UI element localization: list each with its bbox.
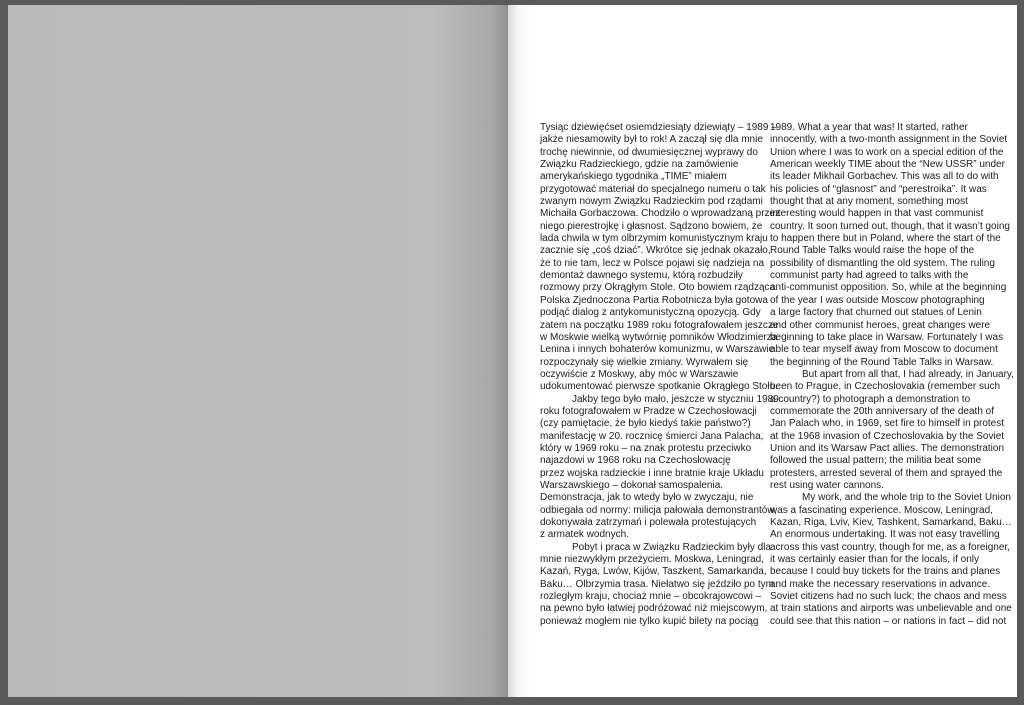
text-line: its leader Mikhail Gorbachev. This was all to do with xyxy=(770,171,999,183)
text-line: because I could buy tickets for the trains and planes xyxy=(770,566,1001,578)
text-line: been to Prague, in Czechoslovakia (remember such xyxy=(770,381,1001,393)
text-line: zacznie się „coś dziać”. Wkrótce się jednak okazało, xyxy=(540,245,771,257)
text-line: najazdowi w 1968 roku na Czechosłowację xyxy=(540,455,731,467)
text-line: and make the necessary reservations in advance. xyxy=(770,578,991,590)
text-line: że to nie tam, lecz w Polsce pojawi się nadzieja na xyxy=(540,257,765,269)
text-line: Round Table Talks would raise the hope of the xyxy=(770,245,975,257)
text-line: at the 1968 invasion of Czechoslovakia by the Soviet xyxy=(770,430,1005,442)
text-line: could see that this nation – or nations in fact – did not xyxy=(770,615,1007,627)
text-line: American weekly TIME about the “New USSR” under xyxy=(770,159,1005,171)
text-line: jakże niesamowity był to rok! A zaczął się dla mnie xyxy=(540,134,763,146)
text-line: udokumentować pierwsze spotkanie Okrągłego Stołu. xyxy=(540,381,778,393)
text-line: at train stations and airports was unbelievable and one xyxy=(770,603,1012,615)
text-line: of the year I was outside Moscow photographing xyxy=(770,294,985,306)
text-line: rozległym kraju, chociaż mnie – obcokrajowcowi – xyxy=(540,591,762,603)
text-line: Jan Palach who, in 1969, set fire to himself in protest xyxy=(770,418,1005,430)
text-line: the beginning of the Round Table Talks in Warsaw. xyxy=(770,356,994,368)
text-line: An enormous undertaking. It was not easy travelling xyxy=(770,529,1000,541)
text-line: My work, and the whole trip to the Soviet Union xyxy=(802,492,1011,504)
text-line: manifestację w 20. rocznicę śmierci Jana Palacha, xyxy=(540,430,764,442)
text-line: innocently, with a two-month assignment in the Soviet xyxy=(770,134,1008,146)
text-line: Polska Zjednoczona Partia Robotnicza była gotowa xyxy=(540,294,768,306)
text-line: oczywiście z Moskwy, aby móc w Warszawie xyxy=(540,368,739,380)
text-line: Union and its Warsaw Pact allies. The demonstration xyxy=(770,442,1004,454)
text-line: mnie niezwykłym przeżyciem. Moskwa, Leningrad, xyxy=(540,554,764,566)
text-line: odbiegała od normy: milicja pałowała demonstrantów, xyxy=(540,504,777,516)
english-text-column xyxy=(770,122,1014,628)
text-line: przez wojska radzieckie i inne bratnie kraje Układu xyxy=(540,467,764,479)
text-line: But apart from all that, I had already, in January, xyxy=(802,368,1014,380)
text-line: Soviet citizens had no such luck; the chaos and mess xyxy=(770,591,1007,603)
text-line: interesting would happen in that vast communist xyxy=(770,208,984,220)
text-line: Demonstracja, jak to wtedy było w zwyczaju, nie xyxy=(540,492,754,504)
text-line: w Moskwie wielką wytwórnię pomników Włodzimierza xyxy=(540,331,778,343)
text-line: na pewno było łatwiej podróżować niż miejscowym, xyxy=(540,603,768,615)
text-line: ponieważ mogłem nie tylko kupić bilety na pociąg xyxy=(540,615,759,627)
text-line: able to tear myself away from Moscow to document xyxy=(770,344,998,356)
text-line: Tysiąc dziewięćset osiemdziesiąty dziewiąty – 1989 – xyxy=(540,122,777,133)
text-line: country. It soon turned out, though, that it wasn’t going xyxy=(770,220,1010,232)
text-line: trochę niewinnie, od dwumiesięcznej wyprawy do xyxy=(540,146,758,158)
text-line: commemorate the 20th anniversary of the death of xyxy=(770,405,995,417)
text-line: Lenina i innych bohaterów komunizmu, w Warszawie xyxy=(540,344,775,356)
text-line: rest using water cannons. xyxy=(770,479,884,491)
text-line: dokonywała zatrzymań i polewała protestujących xyxy=(540,517,757,528)
text-line: demontaż dawnego systemu, którą rozbudziły xyxy=(540,270,743,282)
text-line: anti-communist opposition. So, while at the beginning xyxy=(770,282,1007,294)
text-line: amerykańskiego tygodnika „TIME” miałem xyxy=(540,171,727,183)
text-line: across this vast country, though for me, as a foreigner, xyxy=(770,541,1010,553)
text-line: Pobyt i praca w Związku Radzieckim były dla xyxy=(572,541,771,553)
text-line: zatem na początku 1989 roku fotografowałem jeszcze xyxy=(540,319,779,331)
text-line: to happen there but in Poland, where the start of the xyxy=(770,233,1001,245)
text-line: communist party had agreed to talks with the xyxy=(770,270,969,282)
text-line: Kazan, Riga, Lviv, Kiev, Tashkent, Samarkand, Baku… xyxy=(770,517,1012,528)
text-line: protesters, arrested several of them and sprayed the xyxy=(770,467,1003,479)
text-line: a large factory that churned out statues of Lenin xyxy=(770,307,982,319)
text-line: który w 1969 roku – na znak protestu przeciwko xyxy=(540,442,752,454)
text-line: rozmowy przy Okrągłym Stole. Oto bowiem rządząca xyxy=(540,282,776,294)
text-line: zwanym nowym Związku Radzieckim pod rządami xyxy=(540,196,763,208)
text-line: lada chwila w tym olbrzymim komunistycznym kraju xyxy=(540,233,768,245)
text-line: Union where I was to work on a special edition of the xyxy=(770,146,1004,158)
text-line: rozpoczynały się wielkie zmiany. Wyrwałem się xyxy=(540,356,749,368)
text-line: Warszawskiego – dokonał samospalenia. xyxy=(540,479,724,491)
text-line: Związku Radzieckiego, gdzie na zamówienie xyxy=(540,159,739,171)
left-page-blank xyxy=(8,5,508,697)
text-line: 1989. What a year that was! It started, rather xyxy=(770,122,968,133)
text-line: a country?) to photograph a demonstration to xyxy=(770,393,971,405)
text-line: followed the usual pattern; the militia beat some xyxy=(770,455,982,467)
text-line: beginning to take place in Warsaw. Fortunately I was xyxy=(770,331,1004,343)
text-line: Kazań, Ryga, Lwów, Kijów, Taszkent, Samarkanda, xyxy=(540,566,767,578)
polish-text-column xyxy=(540,122,781,628)
text-line: possibility of dismantling the old system. The ruling xyxy=(770,257,995,269)
text-line: Jakby tego było mało, jeszcze w styczniu 1989 xyxy=(572,393,779,405)
text-line: thought that at any moment, something most xyxy=(770,196,968,208)
text-line: his policies of “glasnost” and “perestroika”. It was xyxy=(770,183,987,195)
text-line: przygotować materiał do specjalnego numeru o tak xyxy=(540,183,766,195)
text-line: was a fascinating experience. Moscow, Leningrad, xyxy=(770,504,993,516)
text-line: it was certainly easier than for the locals, if only xyxy=(770,554,979,566)
text-line: roku fotografowałem w Pradze w Czechosłowacji xyxy=(540,405,757,417)
text-line: Michaiła Gorbaczowa. Chodziło o wprowadzaną przez xyxy=(540,208,781,220)
text-line: z armatek wodnych. xyxy=(540,529,629,541)
text-line: podjąć dialog z antykomunistyczną opozycją. Gdy xyxy=(540,307,761,319)
text-line: Baku… Olbrzymia trasa. Niełatwo się jeździło po tym xyxy=(540,578,774,590)
text-line: (czy pamiętacie, że było kiedyś takie państwo?) xyxy=(540,418,751,430)
text-line: and other communist heroes, great changes were xyxy=(770,319,991,331)
text-line: niego pierestrojkę i głasnost. Sądzono bowiem, że xyxy=(540,220,763,232)
